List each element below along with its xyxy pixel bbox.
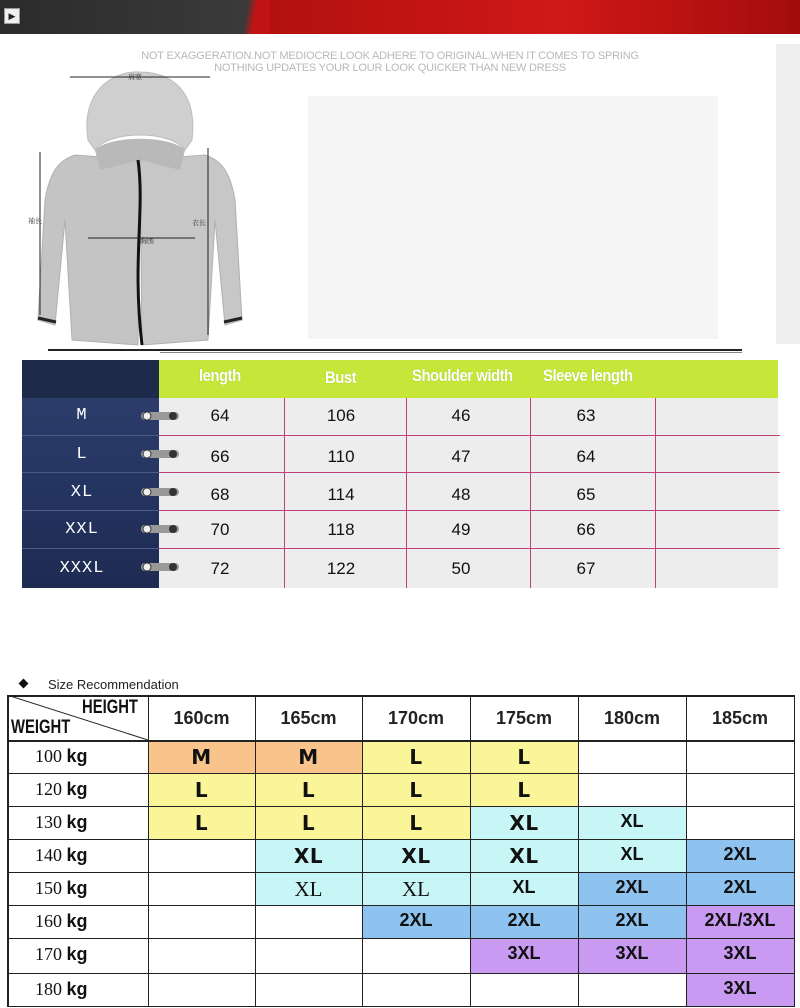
cell-m-length: 64 [210,406,230,425]
size-cell: L [517,778,531,802]
grid-line-horizontal [7,773,795,774]
col-line [406,398,407,588]
size-cell: XL [620,844,644,864]
bullet-icon [19,679,29,689]
size-l: L [76,445,88,464]
weight-unit: kg [66,878,88,898]
weight-unit: kg [66,845,88,865]
size-cell: M [298,745,319,769]
grid-line-horizontal [7,806,795,807]
size-cell: 2XL [615,877,649,897]
grid-line-horizontal [7,938,795,939]
ring-icon [139,448,181,460]
height-column-header: 170cm [387,708,445,728]
measurement-header-row [159,360,778,398]
cell-m-bust: 106 [326,406,356,425]
size-cell: 2XL [399,910,433,930]
cell-xl-sleeve: 65 [576,485,596,504]
tagline-line1: NOT EXAGGERATION.NOT MEDIOCRE LOOK ADHERE TO ORIGINAL.WHEN IT COMES TO SPRING [141,50,639,62]
product-panel-edge [776,44,800,344]
weight-unit: kg [66,779,88,799]
shoulder-label: 肩宽 [128,74,142,81]
weight-unit: kg [66,944,88,964]
weight-row-header [11,779,145,800]
size-cell: XL [401,844,431,868]
ring-icon [139,486,181,498]
size-cell: XL [402,877,430,901]
ring-icon [139,410,181,422]
weight-row-header [11,911,145,932]
col-line [655,398,656,588]
weight-value: 120 [35,779,67,799]
size-cell: L [194,778,209,802]
grid-line-horizontal [7,1006,795,1007]
cell-m-shoulder: 46 [451,406,471,425]
size-cell: M [191,745,212,769]
banner-shade [230,0,270,34]
ring-icon [139,523,181,535]
weight-unit: kg [66,911,88,931]
size-separator [22,472,159,473]
weight-unit: kg [66,979,88,999]
weight-row-header [11,979,145,1000]
size-cell: 2XL [723,877,757,897]
measurement-header-corner [22,360,159,398]
size-cell: L [409,745,423,769]
size-cell: L [194,811,209,835]
weight-row-header [11,746,145,767]
jacket-illustration [20,60,260,355]
header-shoulder-width: Shoulder width [412,366,513,385]
size-cell: L [301,811,316,835]
cell-l-sleeve: 64 [576,447,596,466]
size-cell: 2XL [723,844,757,864]
row-line [159,510,780,511]
weight-value: 130 [35,812,67,832]
cell-l-shoulder: 47 [451,447,471,466]
grid-line-horizontal [7,905,795,906]
size-cell: 2XL/3XL [704,910,776,930]
bust-label: 胸围 [140,238,154,245]
size-separator [22,548,159,549]
size-cell: XL [512,877,536,897]
row-line [159,472,780,473]
size-cell: XL [620,811,644,831]
size-cell: XL [509,811,539,835]
size-cell: XL [293,844,324,868]
size-xl: XL [70,483,94,502]
weight-value: 140 [35,845,67,865]
recommendation-title: Size Recommendation [48,677,179,692]
col-line [530,398,531,588]
size-xxl: XXL [65,520,99,539]
size-xxxl: XXXL [59,559,105,578]
size-cell: 3XL [507,943,541,963]
height-column-header: 160cm [173,708,230,728]
weight-value: 160 [35,911,67,931]
size-cell: 3XL [615,943,649,963]
cell-m-sleeve: 63 [576,406,596,425]
weight-value: 150 [35,878,67,898]
size-cell: 2XL [507,910,541,930]
size-cell: L [517,745,531,769]
row-line [159,435,780,436]
size-cell: L [301,778,316,802]
header-bust: Bust [325,368,357,387]
divider-line-thin [160,352,742,353]
tagline-line2: NOTHING UPDATES YOUR LOUR LOOK QUICKER THAN NEW DRESS [214,62,566,74]
cell-xxl-shoulder: 49 [451,520,471,539]
height-column-header: 165cm [280,708,337,728]
divider-line [48,349,742,351]
cell-l-bust: 110 [327,447,355,466]
cell-xl-length: 68 [210,485,230,504]
size-cell: L [409,811,423,835]
cell-xxl-sleeve: 66 [576,520,596,539]
size-cell: XL [509,844,539,868]
size-separator [22,510,159,511]
recommendation-table [7,695,795,1007]
header-banner [0,0,800,34]
size-cell: 3XL [723,978,757,998]
sleeve-label: 袖长 [28,218,42,225]
corner-height-label: HEIGHT [82,697,138,718]
corner-weight-label: WEIGHT [11,717,71,738]
size-separator [22,435,159,436]
cell-xxl-bust: 118 [327,520,355,539]
grid-line-horizontal [7,872,795,873]
height-column-header: 185cm [711,708,769,728]
header-sleeve-length: Sleeve length [543,366,633,385]
cell-xl-shoulder: 48 [451,485,471,504]
grid-line-horizontal [7,740,795,742]
grid-line-horizontal [7,839,795,840]
weight-unit: kg [66,746,88,766]
grid-line-horizontal [7,973,795,974]
measurement-table [22,360,780,588]
cell-xxxl-sleeve: 67 [576,559,596,578]
weight-value: 170 [35,944,67,964]
size-cell: 3XL [723,943,757,963]
size-cell: L [409,778,423,802]
height-column-header: 180cm [603,708,661,728]
weight-row-header [11,944,145,965]
weight-row-header [11,878,145,899]
size-m: M [76,406,88,425]
length-label: 衣长 [192,220,206,227]
weight-row-header [11,812,145,833]
size-cell: 2XL [615,910,649,930]
weight-row-header [11,845,145,866]
image-placeholder [308,96,718,339]
ring-icon [139,561,181,573]
header-length: length [199,366,241,385]
cell-l-length: 66 [210,447,230,466]
cell-xl-bust: 114 [327,485,355,504]
height-column-header: 175cm [495,708,553,728]
cell-xxxl-bust: 122 [326,559,356,578]
weight-value: 180 [35,979,67,999]
weight-unit: kg [66,812,88,832]
row-line [159,548,780,549]
size-cell: XL [294,877,323,901]
grid-line-horizontal [7,695,795,697]
play-icon: ▶ [4,8,20,24]
cell-xxl-length: 70 [210,520,230,539]
cell-xxxl-length: 72 [210,559,230,578]
weight-value: 100 [35,746,67,766]
col-line [284,398,285,588]
cell-xxxl-shoulder: 50 [451,559,471,578]
